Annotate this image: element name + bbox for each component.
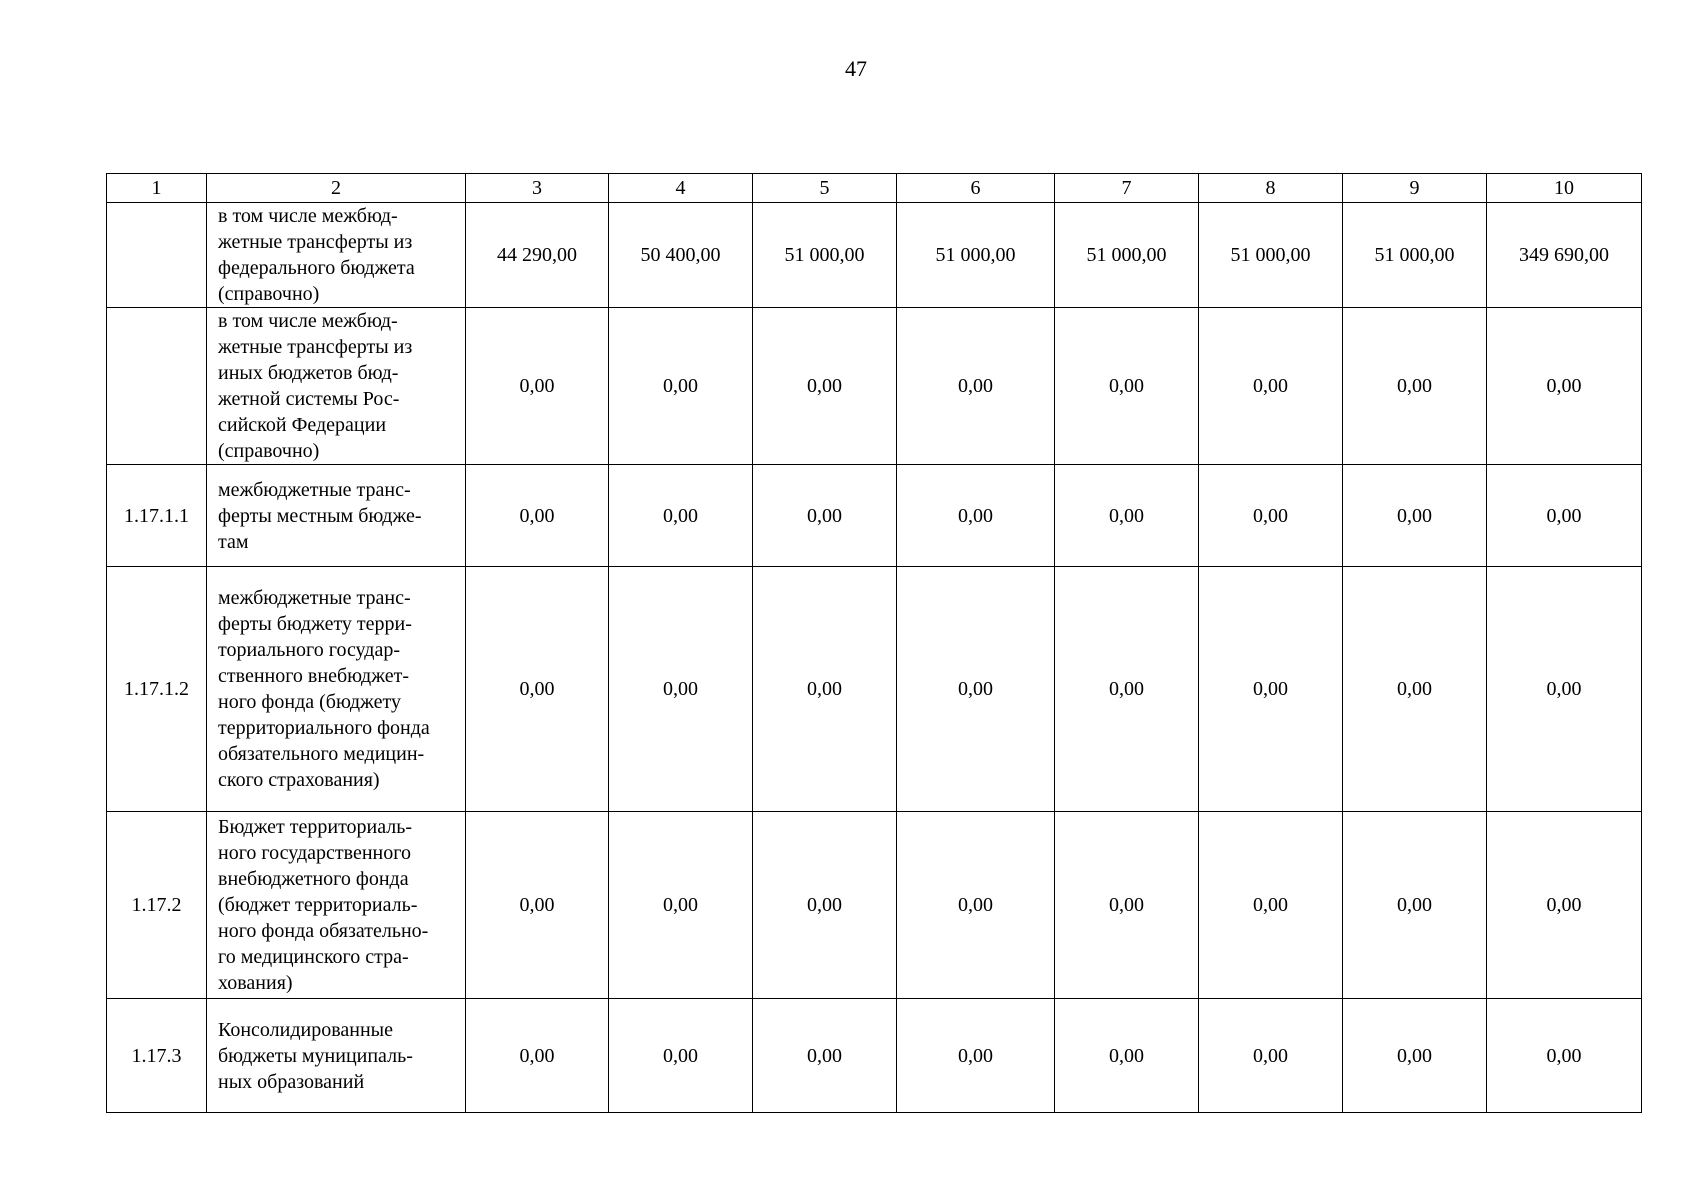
row-name-line: внебюджетного фонда — [218, 868, 409, 890]
value-cell: 0,00 — [609, 465, 753, 567]
header-cell: 9 — [1343, 174, 1487, 203]
row-code-cell: 1.17.3 — [107, 999, 207, 1113]
row-name-line: межбюджетные транс- — [218, 478, 411, 501]
header-cell: 7 — [1055, 174, 1199, 203]
header-row — [107, 174, 1642, 203]
value-cell: 0,00 — [609, 999, 753, 1113]
row-name-line: федерального бюджета — [218, 257, 415, 279]
row-name-cell — [207, 308, 466, 465]
value-cell: 0,00 — [609, 812, 753, 999]
row-name-line: ных образований — [218, 1070, 365, 1093]
header-cell: 5 — [753, 174, 897, 203]
value-cell: 51 000,00 — [753, 203, 897, 308]
table-row — [107, 308, 1642, 465]
table-row — [107, 999, 1642, 1113]
value-cell: 0,00 — [1199, 465, 1343, 567]
value-cell: 0,00 — [1487, 567, 1642, 812]
row-name-line: ферты бюджету терри- — [218, 613, 412, 635]
value-cell: 50 400,00 — [609, 203, 753, 308]
value-cell: 0,00 — [1199, 812, 1343, 999]
value-cell: 0,00 — [897, 567, 1055, 812]
value-cell: 0,00 — [609, 308, 753, 465]
value-cell: 0,00 — [1343, 308, 1487, 465]
value-cell: 0,00 — [753, 308, 897, 465]
row-name-cell — [207, 203, 466, 308]
value-cell: 0,00 — [1055, 812, 1199, 999]
row-code-cell — [107, 203, 207, 308]
row-name-line: ного фонда обязательно- — [218, 920, 429, 942]
value-cell: 0,00 — [753, 465, 897, 567]
row-name-line: обязательного медицин- — [218, 743, 425, 765]
value-cell: 0,00 — [466, 812, 609, 999]
value-cell: 0,00 — [1487, 308, 1642, 465]
row-name-line: Консолидированные — [218, 1018, 393, 1041]
value-cell: 0,00 — [1487, 465, 1642, 567]
budget-table — [106, 173, 1642, 1113]
row-name-line: (бюджет территориаль- — [218, 894, 418, 916]
table-row — [107, 812, 1642, 999]
row-name-line: ного государственного — [218, 842, 411, 864]
table-body — [107, 174, 1642, 1113]
row-name-line: ториального государ- — [218, 639, 401, 661]
value-cell: 0,00 — [897, 308, 1055, 465]
value-cell: 0,00 — [466, 465, 609, 567]
row-name-line: иных бюджетов бюд- — [218, 362, 399, 384]
row-name-line: хования) — [218, 972, 293, 994]
value-cell: 0,00 — [1343, 567, 1487, 812]
header-cell: 8 — [1199, 174, 1343, 203]
header-cell: 2 — [207, 174, 466, 203]
row-name-line: (справочно) — [218, 283, 320, 305]
row-code-cell: 1.17.1.1 — [107, 465, 207, 567]
header-cell: 4 — [609, 174, 753, 203]
row-name-line: в том числе межбюд- — [218, 310, 398, 332]
value-cell: 349 690,00 — [1487, 203, 1642, 308]
value-cell: 0,00 — [1343, 465, 1487, 567]
value-cell: 0,00 — [1487, 812, 1642, 999]
row-name-line: жетной системы Рос- — [218, 388, 400, 410]
row-name-line: ского страхования) — [218, 769, 380, 791]
row-name-line: бюджеты муниципаль- — [218, 1044, 413, 1067]
value-cell: 0,00 — [1055, 999, 1199, 1113]
page-number: 47 — [845, 56, 867, 81]
value-cell: 0,00 — [1055, 308, 1199, 465]
table-row — [107, 203, 1642, 308]
value-cell: 51 000,00 — [897, 203, 1055, 308]
value-cell: 0,00 — [609, 567, 753, 812]
row-name-line: жетные трансферты из — [218, 231, 413, 253]
row-name-cell — [207, 812, 466, 999]
row-name-line: там — [218, 530, 249, 553]
row-name-line: ственного внебюджет- — [218, 665, 410, 687]
row-code-cell: 1.17.2 — [107, 812, 207, 999]
header-cell: 6 — [897, 174, 1055, 203]
row-name-line: ферты местным бюдже- — [218, 504, 422, 527]
row-name-line: межбюджетные транс- — [218, 587, 411, 609]
row-name-line: ного фонда (бюджету — [218, 691, 401, 713]
row-name-line: го медицинского стра- — [218, 946, 409, 968]
value-cell: 0,00 — [753, 812, 897, 999]
value-cell: 0,00 — [1199, 308, 1343, 465]
row-code-cell — [107, 308, 207, 465]
header-cell: 1 — [107, 174, 207, 203]
value-cell: 51 000,00 — [1055, 203, 1199, 308]
row-name-cell — [207, 999, 466, 1113]
value-cell: 0,00 — [897, 465, 1055, 567]
value-cell: 0,00 — [1487, 999, 1642, 1113]
value-cell: 0,00 — [1199, 999, 1343, 1113]
table-row — [107, 567, 1642, 812]
row-name-line: жетные трансферты из — [218, 336, 413, 358]
value-cell: 0,00 — [466, 308, 609, 465]
value-cell: 0,00 — [1343, 999, 1487, 1113]
row-name-line: сийской Федерации — [218, 414, 387, 436]
value-cell: 0,00 — [1055, 567, 1199, 812]
header-cell: 10 — [1487, 174, 1642, 203]
header-cell: 3 — [466, 174, 609, 203]
row-name-cell — [207, 465, 466, 567]
value-cell: 0,00 — [1343, 812, 1487, 999]
value-cell: 0,00 — [753, 999, 897, 1113]
value-cell: 51 000,00 — [1343, 203, 1487, 308]
value-cell: 0,00 — [1055, 465, 1199, 567]
value-cell: 0,00 — [1199, 567, 1343, 812]
value-cell: 0,00 — [753, 567, 897, 812]
value-cell: 0,00 — [466, 567, 609, 812]
value-cell: 51 000,00 — [1199, 203, 1343, 308]
row-name-line: территориального фонда — [218, 717, 430, 739]
row-name-line: (справочно) — [218, 440, 320, 462]
table-row — [107, 465, 1642, 567]
row-name-line: в том числе межбюд- — [218, 205, 398, 227]
row-code-cell: 1.17.1.2 — [107, 567, 207, 812]
value-cell: 0,00 — [897, 999, 1055, 1113]
value-cell: 0,00 — [897, 812, 1055, 999]
row-name-line: Бюджет территориаль- — [218, 816, 413, 838]
row-name-cell — [207, 567, 466, 812]
value-cell: 0,00 — [466, 999, 609, 1113]
value-cell: 44 290,00 — [466, 203, 609, 308]
